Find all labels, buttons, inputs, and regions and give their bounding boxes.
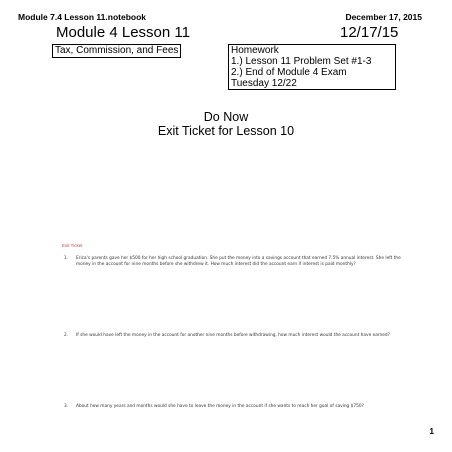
question-number: 1.: [64, 256, 69, 261]
exit-ticket-title: Exit Ticket: [62, 243, 83, 248]
do-now-heading: Do Now: [203, 110, 249, 124]
question-1: [64, 256, 406, 267]
exit-ticket-lesson-heading: Exit Ticket for Lesson 10: [157, 124, 295, 138]
topic-box: Tax, Commission, and Fees: [52, 44, 181, 58]
homework-item: 2.) End of Module 4 Exam: [231, 67, 347, 78]
homework-item: Tuesday 12/22: [231, 78, 297, 89]
question-text: Erica's parents gave her $500 for her high school graduation. She put the money into a savings account that earned 7.5% annual interest. She left the money in the account for nine months before she withdrew it. How much interest did the account earn if interest is paid monthly?: [76, 256, 401, 267]
question-2: [64, 333, 406, 339]
notebook-date: December 17, 2015: [345, 12, 422, 22]
question-number: 2.: [64, 333, 69, 338]
question-number: 3.: [64, 404, 69, 409]
homework-item: 1.) Lesson 11 Problem Set #1-3: [231, 56, 372, 67]
question-text: If she would have left the money in the account for another nine months before withdrawing, how much interest would the account have earned?: [76, 333, 390, 338]
question-3: [64, 404, 406, 410]
question-text: About how many years and months would she have to leave the money in the account if she wants to reach her goal of saving $750?: [76, 404, 364, 409]
lesson-title: Module 4 Lesson 11: [56, 24, 190, 41]
homework-heading: Homework: [231, 45, 279, 56]
lesson-date: 12/17/15: [340, 24, 399, 41]
homework-box: [228, 44, 396, 90]
notebook-filename: Module 7.4 Lesson 11.notebook: [18, 12, 146, 22]
page-number: 1: [429, 427, 434, 436]
